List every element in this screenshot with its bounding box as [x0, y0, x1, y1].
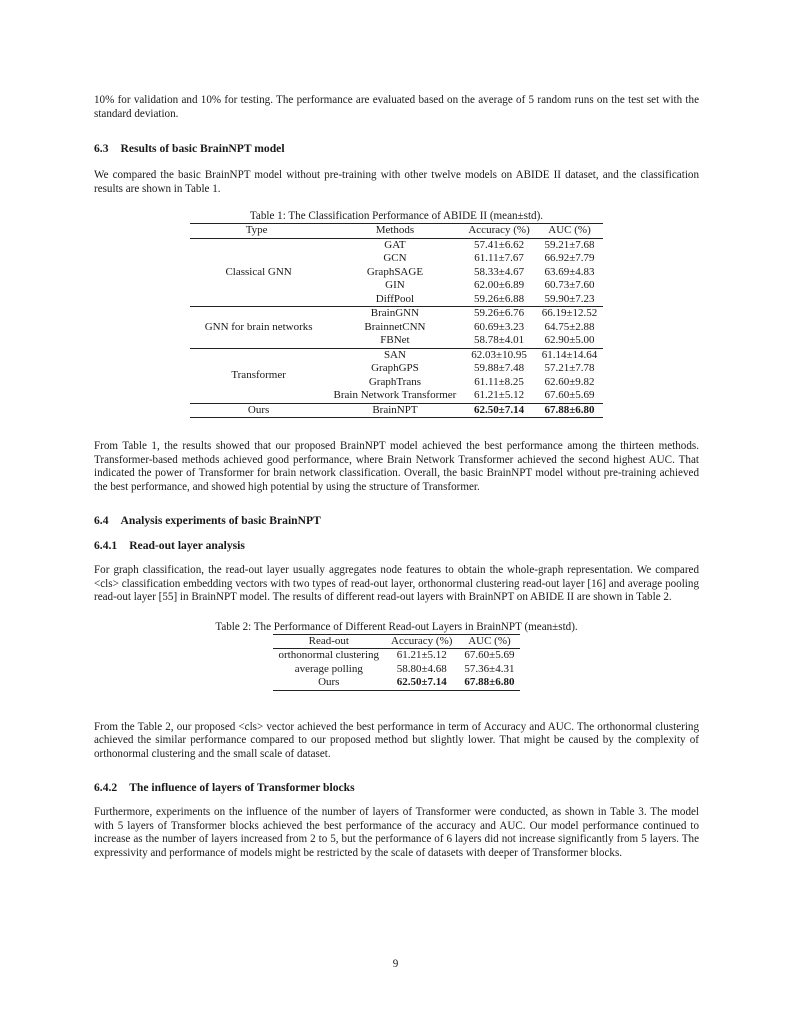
accuracy-cell: 58.78±4.01	[474, 334, 525, 346]
auc-cell: 66.92±7.79	[544, 252, 595, 264]
accuracy-cell: 59.26±6.76	[462, 307, 535, 321]
auc-cell: 57.36±4.31	[464, 662, 515, 675]
paragraph-after-table2: From the Table 2, our proposed <cls> vector achieved the best performance in term of Accuracy and AUC. The orthonormal clustering achieved the similar performance compared to our proposed method but slightly lower. That might be caused by the complexity of orthonormal clustering and the small scale of dataset.	[94, 720, 699, 760]
table1-group-classical-gnn	[190, 238, 604, 307]
table-row	[190, 238, 604, 252]
section-6-4-2-paragraph: Furthermore, experiments on the influence of the number of layers of Transformer were conducted, as shown in Table 3. The model with 5 layers of Transformer blocks achieved the best performance of the accuracy and AUC. Our model performance continued to increase as the number of layers increased from 2 to 5, but the performance of 6 layers did not increase significantly from 5 layers. The expressivity and performance of models might be restricted by the scale of datasets with deeper of Transformer blocks.	[94, 806, 699, 859]
table2-caption: Table 2: The Performance of Different Read-out Layers in BrainNPT (mean±std).	[215, 620, 578, 633]
auc-cell: 61.14±14.64	[536, 348, 604, 362]
table-row	[190, 348, 604, 362]
method-cell: GCN	[383, 252, 407, 264]
section-heading-6-4-2	[94, 781, 699, 795]
method-cell: GraphTrans	[368, 375, 422, 388]
group-type: Classical GNN	[190, 238, 328, 307]
table2-body	[273, 649, 521, 691]
table1-group-ours	[190, 403, 604, 418]
table1-group-gnn-brain	[190, 307, 604, 349]
table1-group-transformer	[190, 348, 604, 403]
table1-header-type: Type	[190, 224, 328, 239]
section-title: Results of basic BrainNPT model	[120, 142, 285, 155]
method-cell: SAN	[328, 348, 463, 362]
table1-header-auc: AUC (%)	[536, 224, 604, 239]
auc-cell: 67.60±5.69	[458, 649, 520, 663]
auc-cell: 59.21±7.68	[536, 238, 604, 252]
table2-header-auc: AUC (%)	[458, 634, 520, 649]
method-cell: Brain Network Transformer	[333, 389, 457, 401]
group-type: GNN for brain networks	[190, 307, 328, 349]
section-title: Analysis experiments of basic BrainNPT	[120, 514, 321, 527]
auc-cell: 62.90±5.00	[544, 334, 595, 346]
section-number: 6.3	[94, 142, 109, 155]
method-cell: GraphGPS	[371, 362, 419, 374]
method-cell: GIN	[385, 279, 405, 291]
auc-cell: 62.60±9.82	[544, 375, 595, 388]
readout-cell: average polling	[294, 662, 363, 675]
page-content	[94, 94, 699, 860]
method-cell: GraphSAGE	[366, 265, 424, 278]
table-row	[190, 307, 604, 321]
table-row	[273, 663, 521, 677]
auc-cell: 63.69±4.83	[544, 265, 595, 278]
accuracy-cell: 61.11±7.67	[474, 252, 524, 264]
table2-header-row	[273, 634, 521, 649]
section-heading-6-3	[94, 142, 699, 156]
section-heading-6-4	[94, 514, 699, 528]
accuracy-cell: 59.88±7.48	[474, 362, 525, 374]
table2-header-readout: Read-out	[273, 634, 386, 649]
auc-cell: 59.90±7.23	[544, 292, 595, 305]
table2	[273, 634, 521, 691]
accuracy-cell: 62.50±7.14	[385, 676, 458, 690]
table2-header-accuracy: Accuracy (%)	[385, 634, 458, 649]
page-number: 9	[392, 958, 399, 970]
auc-cell: 60.73±7.60	[544, 279, 595, 291]
section-6-4-1-paragraph: For graph classification, the read-out layer usually aggregates node features to obtain the whole-graph representation. We compared <cls> classification embedding vectors with two types of read-out layer, orthonormal clustering read-out layer [16] and average pooling read-out layer [55] in BrainNPT model. The results of different read-out layers with BrainNPT on ABIDE II are shown in Table 2.	[94, 564, 699, 603]
method-cell: BrainGNN	[328, 307, 463, 321]
readout-cell: orthonormal clustering	[273, 649, 386, 663]
section-number: 6.4.1	[94, 539, 118, 552]
table1-header-row	[190, 224, 604, 239]
readout-cell: Ours	[273, 676, 386, 690]
accuracy-cell: 57.41±6.62	[462, 238, 535, 252]
paragraph-after-table1: From Table 1, the results showed that our proposed BrainNPT model achieved the best performance among the thirteen methods. Transformer-based methods achieved good performance, where Brain Network Transformer achieved the second highest AUC. That indicated the power of Transformer for brain network classification. Overall, the basic BrainNPT model without pre-training achieved the best performance, and showed high potential by using the structure of Transformer.	[94, 440, 699, 493]
section-number: 6.4.2	[94, 781, 118, 794]
group-type: Ours	[190, 403, 328, 418]
method-cell: FBNet	[380, 334, 410, 346]
method-cell: GAT	[328, 238, 463, 252]
accuracy-cell: 62.50±7.14	[462, 403, 535, 418]
table2-block	[94, 621, 699, 691]
section-title: The influence of layers of Transformer blocks	[129, 781, 355, 794]
table1-block	[94, 210, 699, 418]
auc-cell: 67.60±5.69	[544, 389, 595, 401]
section-heading-6-4-1	[94, 539, 699, 553]
method-cell: BrainNPT	[328, 403, 463, 418]
accuracy-cell: 59.26±6.88	[474, 292, 525, 305]
method-cell: DiffPool	[375, 292, 415, 305]
section-6-3-paragraph: We compared the basic BrainNPT model without pre-training with other twelve models on ABIDE II dataset, and the classification results are shown in Table 1.	[94, 169, 699, 195]
accuracy-cell: 62.03±10.95	[462, 348, 535, 362]
accuracy-cell: 61.21±5.12	[385, 649, 458, 663]
table1-header-accuracy: Accuracy (%)	[462, 224, 535, 239]
table1-caption: Table 1: The Classification Performance of ABIDE II (mean±std).	[249, 210, 544, 222]
table1-header-methods: Methods	[328, 224, 463, 239]
table-row	[273, 676, 521, 690]
accuracy-cell: 60.69±3.23	[474, 320, 525, 333]
accuracy-cell: 58.80±4.68	[396, 662, 447, 675]
section-title: Read-out layer analysis	[129, 539, 245, 552]
method-cell: BrainnetCNN	[364, 320, 426, 333]
accuracy-cell: 61.11±8.25	[474, 375, 524, 388]
table-row	[190, 403, 604, 418]
auc-cell: 64.75±2.88	[544, 320, 595, 333]
auc-cell: 67.88±6.80	[536, 403, 604, 418]
auc-cell: 57.21±7.78	[544, 362, 595, 374]
group-type: Transformer	[190, 348, 328, 403]
table-row	[273, 649, 521, 663]
section-number: 6.4	[94, 514, 109, 527]
accuracy-cell: 61.21±5.12	[474, 389, 525, 401]
table1	[190, 223, 604, 418]
accuracy-cell: 58.33±4.67	[474, 265, 525, 278]
intro-paragraph: 10% for validation and 10% for testing. The performance are evaluated based on the average of 5 random runs on the test set with the standard deviation.	[94, 94, 699, 120]
auc-cell: 66.19±12.52	[536, 307, 604, 321]
auc-cell: 67.88±6.80	[458, 676, 520, 690]
accuracy-cell: 62.00±6.89	[474, 279, 525, 291]
